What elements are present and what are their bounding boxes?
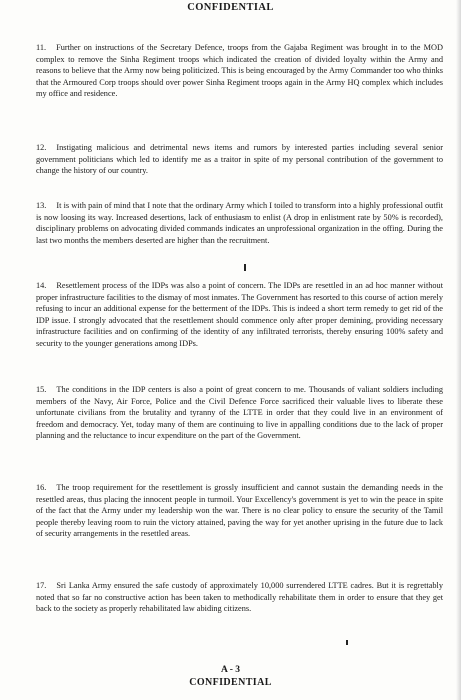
paragraph-15 [36,384,443,442]
paragraph-number: 17. [36,581,47,590]
paragraph-13 [36,200,443,246]
paragraph-17 [36,580,443,615]
paragraph-text: The conditions in the IDP centers is also a point of great concern to me. Thousands of valiant soldiers including members of the Navy, Air Force, Police and the Civil Defence Force sacrificed their valuable lives to liberate these unfortunate civilians from the brutality and tyranny of the LTTE in order that they could live in an environment of freedom and democracy. Yet, today many of them are continuing to live in appalling conditions due to the lack of proper planning and the reluctance to incur expenditure on the part of the Government. [36,385,443,441]
paragraph-14 [36,280,443,350]
paragraph-number: 16. [36,483,47,492]
paragraph-16 [36,482,443,540]
scan-edge-shadow [456,0,461,700]
page-number: A - 3 [221,665,240,675]
paragraph-number: 11. [36,43,47,52]
paragraph-12 [36,142,443,177]
paragraph-11 [36,42,443,100]
paragraph-number: 13. [36,201,47,210]
footer-classification: CONFIDENTIAL [189,677,272,688]
paragraph-number: 12. [36,143,47,152]
paragraph-text: Sri Lanka Army ensured the safe custody of approximately 10,000 surrendered LTTE cadres. But it is regrettably noted that so far no constructive action has been taken to methodically rehabilitate them in order to ensure that they get back to the society as properly rehabilitated law abiding citizens. [36,581,443,614]
paragraph-text: Further on instructions of the Secretary Defence, troops from the Gajaba Regiment was brought in to the MOD complex to remove the Sinha Regiment troops which indicated the creation of divided loyalty within the Army and reasons to believe that the Army now being politicized. This is being encouraged by the Army Commander too who thinks that the Armoured Corp troops should over power Sinha Regiment troops again in the Army HQ complex which includes my office and residence. [36,43,443,99]
stray-mark [244,264,246,271]
paragraph-text: The troop requirement for the resettlement is grossly insufficient and cannot sustain the demanding needs in the resettled areas, thus placing the innocent people in turmoil. Your Excellency's government is yet to win the peace in spite of the fact that the Army under my leadership won the war. There is no clear policy to ensure the security of the Tamil people thereby leaving room to ruin the victory attained, paving the way for yet another uprising in the future due to lack of security arrangements in the resettled areas. [36,483,443,539]
paragraph-number: 15. [36,385,47,394]
stray-mark [346,640,348,645]
paragraph-text: It is with pain of mind that I note that the ordinary Army which I toiled to transform into a highly professional outfit is now loosing its way. Increased desertions, lack of enthusiasm to enlist (A drop in enlistment rate by 50% is recorded), disciplinary problems on advocating divided commands indicates an unprofessional organization in the offing. During the last two months the members deserted are higher than the recruitment. [36,201,443,245]
paragraph-text: Instigating malicious and detrimental news items and rumors by interested parties including several senior government politicians which led to identify me as a traitor in spite of my personal contribution of the government to change the history of our country. [36,143,443,176]
paragraph-text: Resettlement process of the IDPs was also a point of concern. The IDPs are resettled in an ad hoc manner without proper infrastructure facilities to the dismay of most inmates. The Government has resorted to this course of action merely refusing to incur an additional expense for the betterment of the IDPs. This is indeed a short term remedy to get rid of the IDP issue. I strongly advocated that the resettlement should commence only after proper demining, providing necessary infrastructure facilities and on confirming of the identity of any infiltrated terrorists, thereby ensuring 100% safety and security to the younger generations among IDPs. [36,281,443,348]
paragraph-number: 14. [36,281,47,290]
header-classification: CONFIDENTIAL [187,2,274,13]
